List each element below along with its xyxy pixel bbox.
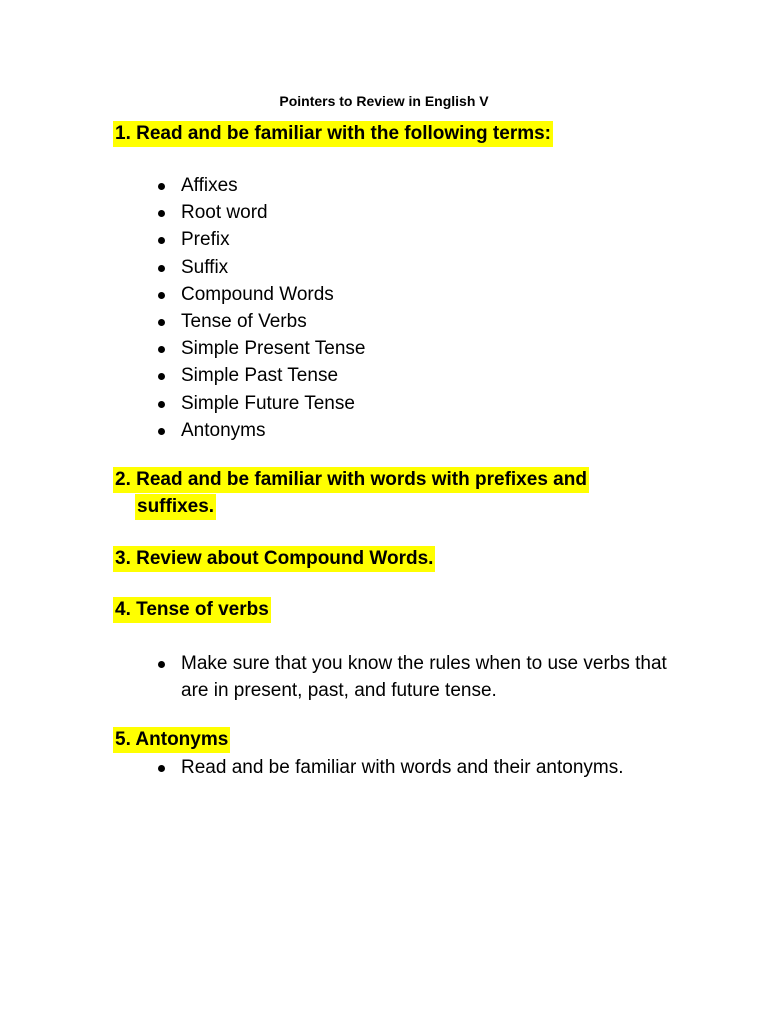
list-item — [0, 754, 624, 781]
bullet-icon — [158, 265, 165, 272]
section-1-heading — [113, 120, 673, 147]
bullet-icon — [158, 210, 165, 217]
section-3-heading-text: 3. Review about Compound Words. — [113, 546, 435, 572]
list-item — [0, 226, 365, 253]
section-2-heading — [113, 466, 673, 520]
list-item-text: Prefix — [181, 229, 230, 251]
list-item — [0, 362, 365, 389]
list-item-text: Root word — [181, 202, 268, 224]
list-item — [0, 650, 700, 704]
list-item — [0, 390, 365, 417]
list-item-text: Simple Present Tense — [181, 338, 366, 360]
bullet-icon — [158, 292, 165, 299]
section-5-heading — [113, 726, 673, 753]
verbs-list — [0, 650, 700, 704]
section-4-heading-text: 4. Tense of verbs — [113, 597, 271, 623]
list-item-text: Compound Words — [181, 283, 334, 305]
bullet-icon — [158, 401, 165, 408]
terms-list — [0, 172, 365, 444]
bullet-icon — [158, 428, 165, 435]
list-item — [0, 254, 365, 281]
list-item — [0, 335, 365, 362]
bullet-icon — [158, 183, 165, 190]
bullet-icon — [158, 765, 165, 772]
bullet-icon — [158, 237, 165, 244]
list-item — [0, 281, 365, 308]
section-1-heading-text: 1. Read and be familiar with the following terms: — [113, 121, 553, 147]
list-item — [0, 308, 365, 335]
page-title: Pointers to Review in English V — [279, 93, 489, 109]
list-item-text: Tense of Verbs — [181, 311, 307, 333]
list-item-text: Simple Future Tense — [181, 392, 355, 414]
list-item — [0, 417, 365, 444]
bullet-icon — [158, 319, 165, 326]
section-3-heading — [113, 545, 673, 572]
bullet-icon — [158, 373, 165, 380]
list-item-text: Suffix — [181, 256, 229, 278]
bullet-icon — [158, 346, 165, 353]
section-4-heading — [113, 596, 673, 623]
section-2-heading-line2: suffixes. — [135, 494, 216, 520]
list-item-text: Read and be familiar with words and their antonyms. — [181, 757, 624, 778]
list-item — [0, 199, 365, 226]
section-2-heading-line1: 2. Read and be familiar with words with prefixes and — [113, 467, 589, 493]
antonyms-list — [0, 754, 624, 781]
section-5-heading-text: 5. Antonyms — [113, 727, 230, 753]
section-2-heading-line2-wrap — [113, 493, 673, 520]
list-item-text: Affixes — [181, 175, 238, 196]
list-item-text: Simple Past Tense — [181, 365, 339, 387]
list-item-text: Antonyms — [181, 419, 266, 441]
bullet-icon — [158, 661, 165, 668]
list-item — [0, 172, 365, 199]
list-item-text: Make sure that you know the rules when to use verbs that are in present, past, and future tense. — [181, 653, 667, 702]
